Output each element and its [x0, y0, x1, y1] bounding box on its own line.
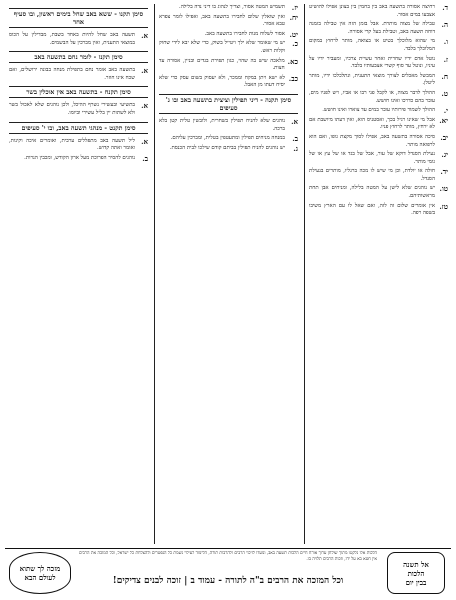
paragraph-text: ההולך לדבר מצוה, או לקבל פני רבו או אביו, ויש לפניו מים, עובר בהם כדרכו ואינו חושש.	[309, 89, 435, 104]
paragraph-number: טז.	[439, 201, 448, 211]
paragraph	[9, 155, 148, 163]
paragraph-text: אבל מי שאינו רגיל בכך, ואסטניס הוא, ואין דעתו מיושבת אם לא ירחץ, מותר לרחוץ פניו.	[309, 116, 435, 131]
paragraph-number: א.	[141, 31, 148, 40]
page-footer	[5, 548, 451, 597]
paragraph-text: לא ישא ויתן במקח וממכר, ולא יעסוק בשום עסק כדי שלא יסיח דעתו מן האבל.	[159, 74, 285, 89]
paragraph-number: א.	[291, 116, 298, 126]
paragraph-number: כ.	[292, 39, 298, 49]
paragraph-number: יד.	[440, 167, 448, 177]
footer-slogan: וכל המזכה את הרבים ב"ה לתורה - עמוד ב | זוכה לבנים צדיקים!	[112, 576, 344, 586]
column-middle	[154, 4, 301, 544]
paragraph-text: חולה או יולדת, וכן מי שיש לו מכה ברגליו, מותרים בנעילת הסנדל.	[309, 168, 435, 182]
paragraph-number: ד.	[442, 4, 448, 12]
section-heading: סימן תקנח - בתשעה באב אין אוכלין בשר	[9, 86, 148, 98]
paragraph-text: טבילה של מצוה מותרת. אבל בזמן הזה אין טבילה בזמנה דוחה תשעה באב, וטבילת בעל קרי אסורה.	[309, 21, 435, 35]
stamp-line: בבין יום	[405, 577, 427, 587]
paragraph-text: נוהגים להסיר הפרוכת מעל ארון הקודש, ומכבין הנרות.	[24, 154, 135, 161]
paragraph-text: סיכה אסורה בתשעה באב, אפילו לסוך מקצת גופו, ואם הוא לרפואה מותר.	[309, 133, 435, 148]
paragraph-number: יג.	[441, 150, 448, 160]
paragraph	[309, 90, 448, 105]
paragraph	[159, 145, 298, 153]
paragraph-number: ב.	[142, 153, 148, 163]
paragraph	[309, 107, 448, 115]
paragraph	[309, 151, 448, 166]
paragraph-text: בתשיעי ובעשירי נשרף ההיכל, ולכן נוהגים שלא לאכול בשר ולא לשתות יין בליל עשירי וביומו.	[9, 102, 135, 116]
paragraph-text: יש נוהגים שלא לישן על המטה בלילה, ומניחים אבן תחת מראשותיהם.	[309, 185, 435, 200]
paragraph	[309, 134, 448, 149]
column-middle-content	[159, 4, 298, 152]
paragraph-number: כא.	[287, 56, 298, 66]
paragraph-number: א.	[141, 136, 148, 146]
paragraph-text: ואין שואלין שלום לחבירו בתשעה באב, ואפילו לומר צפרא טבא אסור.	[159, 13, 285, 28]
paragraph	[309, 117, 448, 132]
paragraph-text: נעילת הסנדל דוקא של עור, אבל של בגד או של עץ או של גומי מותר.	[309, 151, 435, 165]
paragraph-number: יט.	[289, 29, 298, 39]
footer-left-logo	[5, 549, 75, 597]
paragraph	[159, 31, 298, 39]
footer-fine-print: הלכות אלו נלקטו מתוך שולחן ערוך אורח חיים הלכות תשעה באב, ונועדו לזיכוי הרבים ולהרבות תורה, הלימוד לעילוי נשמת כל הנפטרים ולהצלחת כל ישראל, וכל המזכה את הרבים אין חטא בא על ידו, וזכות הרבים תלויה בו.	[79, 551, 377, 562]
paragraph-text: ליל תשעה באב מתפללים ערבית, ואומרים איכה וקינות, ואומר ואתה קדוש.	[9, 137, 135, 152]
paragraph	[9, 138, 148, 153]
paragraph	[159, 4, 298, 12]
paragraph-number: י.	[443, 106, 448, 116]
paragraph-number: ח.	[441, 71, 448, 81]
paragraph	[159, 118, 298, 133]
paragraph-number: א.	[141, 66, 148, 76]
paragraph	[309, 56, 448, 71]
column-right	[304, 4, 451, 544]
paragraph	[309, 21, 448, 36]
paragraph	[159, 58, 298, 73]
paragraph-text: אסור לשלוח מנות לחבירו בתשעה באב.	[204, 30, 285, 37]
paragraph-text: ההולך לשמור פירותיו עובר במים עד צוארו ואינו חושש.	[322, 107, 435, 114]
paragraph-text: במנחה מניחים תפילין ומתעטפין בטלית, ומברכין עליהם.	[170, 135, 285, 142]
badge-line: מזכה לך שתוא	[19, 564, 61, 573]
paragraph	[309, 4, 448, 19]
paragraph-number: כב.	[288, 73, 298, 83]
paragraph-number: יח.	[289, 12, 298, 22]
paragraph	[9, 67, 148, 82]
paragraph-text: נוטל אדם ידיו שחרית ואחר עשיית צרכיו, ומעביר ידיו על עיניו, ונוטל עד סוף קשרי אצבעותיו בלבד.	[309, 55, 435, 70]
column-left	[5, 4, 151, 544]
paragraph-number: ט.	[441, 88, 448, 98]
paragraph-number: יב.	[440, 132, 448, 142]
paragraph-number: ז.	[443, 54, 448, 64]
section-heading: סימן תקנה - דיני תפילין וציצית בתשעה באב ובו ג' סעיפים	[159, 94, 298, 114]
paragraph-text: נוהגים שלא להניח תפילין בשחרית, ולובשין טלית קטן בלא ברכה.	[159, 117, 285, 132]
merit-badge-logo	[9, 552, 71, 594]
stamp-line: הלכות	[407, 568, 425, 578]
paragraph	[9, 102, 148, 117]
paragraph-text: מי שהוא מלוכלך בטיט או בצואה, מותר לרחוץ במקום המלוכלך בלבד.	[309, 38, 435, 52]
paragraph	[9, 32, 148, 47]
halacha-stamp-logo	[387, 552, 445, 594]
paragraph-number: ג.	[293, 143, 298, 153]
paragraph-text: אין אומרים שלום זה לזה, ואם שאל לו עם הארץ משיבו בשפה רפה.	[309, 202, 435, 217]
paragraph-number: א.	[141, 101, 148, 111]
footer-center	[75, 549, 381, 597]
paragraph-number: ה.	[441, 20, 448, 30]
stamp-line: אל תשנה	[403, 559, 429, 569]
footer-right-logo	[381, 549, 451, 597]
paragraph-text: תשעה באב שחל להיות באחד בשבת, מבדילין על הכוס במוצאי התענית, ואין מברכין על הבשמים.	[9, 32, 135, 46]
paragraph	[309, 38, 448, 53]
paragraph-number: טו.	[439, 184, 448, 194]
paragraph-number: יז.	[291, 4, 298, 12]
paragraph	[309, 203, 448, 218]
paragraph	[159, 14, 298, 29]
paragraph-text: בתשעה באב אומר נחם בתפילת מנחה בבונה ירושלים, ואם שכח אינו חוזר.	[9, 67, 135, 81]
text-columns	[5, 4, 451, 544]
badge-line: לעולם הבא	[24, 573, 56, 582]
paragraph	[159, 75, 298, 90]
section-heading: סימן תקנז - לומר נחם בתשעה באב	[9, 51, 148, 63]
paragraph-text: יש נוהגים להניח תפילין בביתם קודם שילכו לבית הכנסת.	[169, 144, 285, 151]
section-heading: סימן תקנט - מנהגי תשעה באב, ובו י' סעיפים	[9, 122, 148, 134]
paragraph-text: מלאכה שיש בה שהוי, כגון תפירת בגדים ובניין, אסורה עד חצות.	[159, 57, 285, 72]
paragraph-text: תשמיש המטה אסור, וצריך לנהוג בו דיני נדה בלילה.	[179, 4, 285, 10]
paragraph	[309, 185, 448, 200]
column-right-content	[309, 4, 448, 218]
paragraph-text: המבשל מאכלים לצורך מוצאי התענית, ונתלכלכו ידיו, מותר ליטלן.	[309, 72, 435, 87]
paragraph	[309, 73, 448, 88]
paragraph	[159, 40, 298, 55]
paragraph-text: רחיצה אסורה בתשעה באב בין בחמין בין בצונן אפילו להושיט אצבעו במים אסור.	[309, 4, 435, 18]
section-heading: סימן תקנו - ששא באב שחל בימים ראשון, ובו סעיף אחד	[9, 8, 148, 28]
column-left-content	[9, 8, 148, 162]
paragraph-text: יש מי שאומר שלא ילך ויטייל בשוק, כדי שלא יבא לידי שחוק וקלות ראש.	[159, 40, 285, 54]
paragraph-number: ו.	[443, 37, 448, 47]
paragraph-number: יא.	[439, 115, 448, 125]
paragraph	[159, 135, 298, 143]
paragraph	[309, 168, 448, 183]
paragraph-number: ב.	[292, 134, 298, 144]
